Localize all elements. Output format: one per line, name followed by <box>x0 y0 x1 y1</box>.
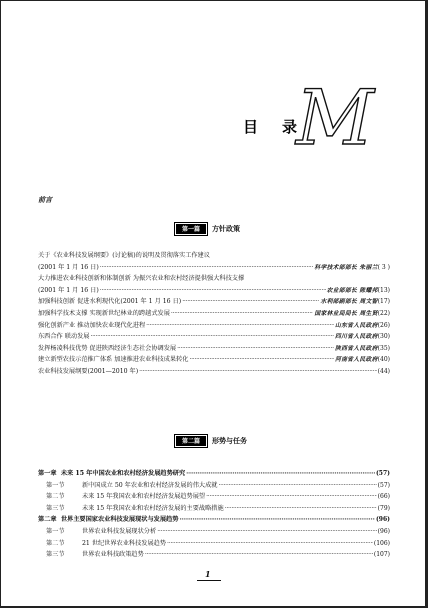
toc-section[interactable] <box>38 526 390 538</box>
toc-leader-dots <box>225 503 377 515</box>
toc-leader-dots <box>90 331 334 343</box>
toc-leader-dots <box>179 514 375 526</box>
toc-entry-page: (22) <box>377 309 390 317</box>
toc-entry-page: (13) <box>377 286 390 294</box>
toc-entry-title: 关于《农业科技发展纲要》(讨论稿)的说明及贯彻落实工作建议 <box>38 252 210 259</box>
part1-toc <box>38 250 390 378</box>
toc-entry-label: 第一章 <box>38 470 57 477</box>
preface-entry[interactable]: 前言 <box>38 195 52 204</box>
toc-entry-page: (107) <box>373 551 390 559</box>
toc-entry-title: 发挥杨凌科技优势 促进陕西经济生态社会协调发展 <box>38 344 177 352</box>
title-char-lu: 录 <box>282 118 298 136</box>
part1-header <box>176 222 240 235</box>
toc-leader-dots <box>100 262 314 274</box>
part2-title: 形势与任务 <box>212 436 248 445</box>
toc-entry-title: (2001 年 1 月 16 日) <box>38 286 99 294</box>
toc-entry-title: 大力推进农业科技创新和体制创新 为振兴农业和农村经济提供强大科技支撑 <box>38 275 245 283</box>
toc-entry-page: (57) <box>375 470 390 477</box>
toc-entry-page: (57) <box>377 481 390 489</box>
toc-entry-page: (26) <box>377 321 390 329</box>
toc-entry[interactable] <box>38 308 390 320</box>
toc-entry-title: 未来 15 年我国农业和农村经济发展的主要战略措施 <box>81 504 224 512</box>
toc-leader-dots <box>139 366 377 378</box>
part2-header <box>176 434 247 447</box>
toc-chapter[interactable] <box>38 514 390 526</box>
toc-entry-title: 东西合作 联动发展 <box>38 333 90 341</box>
toc-entry-title: 世界主要国家农业科技发展现状与发展趋势 <box>60 516 179 524</box>
toc-section[interactable] <box>38 538 390 550</box>
toc-entry-source: 农业部部长 陈耀邦 <box>326 287 378 294</box>
toc-entry-source: 四川省人民政府 <box>334 334 378 341</box>
toc-entry[interactable] <box>38 285 390 297</box>
toc-entry[interactable] <box>38 262 390 274</box>
toc-entry-page: (44) <box>377 367 390 375</box>
toc-entry[interactable] <box>38 354 390 366</box>
toc-entry-page: (35) <box>377 344 390 352</box>
toc-entry-page: (96) <box>377 527 390 535</box>
toc-leader-dots <box>145 549 373 561</box>
toc-entry-title: 新中国成立 50 年农业和农村经济发展的伟大成就 <box>81 481 218 489</box>
toc-entry-label: 第二节 <box>46 539 65 547</box>
toc-section[interactable] <box>38 480 390 492</box>
toc-entry-page: (66) <box>377 493 390 501</box>
toc-leader-dots <box>167 538 373 550</box>
toc-entry-title: 加强科技创新 促进水利现代化(2001 年 1 月 16 日) <box>38 298 182 306</box>
toc-entry[interactable] <box>38 296 390 308</box>
toc-entry-title: 世界农业科技发展现状分析 <box>81 527 157 535</box>
toc-entry-title: 未来 15 年中国农业和农村经济发展趋势研究 <box>60 470 186 477</box>
toc-section[interactable] <box>38 503 390 515</box>
toc-section[interactable] <box>38 549 390 561</box>
toc-entry-source: 水利部副部长 周文智 <box>320 299 378 306</box>
toc-leader-dots <box>100 285 326 297</box>
toc-leader-dots <box>206 491 377 503</box>
toc-entry-label: 第一节 <box>46 481 65 489</box>
toc-entry[interactable] <box>38 366 390 378</box>
toc-section[interactable] <box>38 491 390 503</box>
contents-title <box>230 73 410 170</box>
toc-entry[interactable] <box>38 320 390 332</box>
toc-entry-page: (30) <box>377 333 390 341</box>
toc-entry-page: (96) <box>375 516 390 524</box>
toc-entry-page: (40) <box>377 356 390 364</box>
toc-leader-dots <box>146 320 334 332</box>
part1-label: 第一篇 <box>176 224 206 234</box>
part2-label: 第二篇 <box>176 436 206 446</box>
part1-title: 方针政策 <box>212 224 241 233</box>
title-char-mu: 目 <box>243 118 259 136</box>
toc-entry-source: 河南省人民政府 <box>334 357 378 364</box>
toc-chapter[interactable] <box>38 468 390 480</box>
toc-entry-title: 农业科技发展纲要(2001—2010 年) <box>38 367 139 375</box>
toc-entry[interactable] <box>38 343 390 355</box>
toc-entry-page: (106) <box>373 539 390 547</box>
toc-leader-dots <box>182 296 319 308</box>
toc-entry-title: 建立新型农技示范推广体系 加速推进农业科技成果转化 <box>38 356 189 364</box>
page-number: 1 <box>205 569 211 579</box>
toc-leader-dots <box>186 468 375 480</box>
toc-entry[interactable] <box>38 331 390 343</box>
toc-entry[interactable] <box>38 273 390 285</box>
toc-entry-title: 未来 15 年我国农业和农村经济发展趋势展望 <box>81 493 206 501</box>
toc-entry-title: (2001 年 1 月 16 日) <box>38 263 99 271</box>
toc-entry-source: 山东省人民政府 <box>334 322 378 329</box>
toc-entry-title: 世界农业科技政策趋势 <box>81 551 144 559</box>
toc-entry-label: 第三节 <box>46 551 65 559</box>
toc-leader-dots <box>171 308 313 320</box>
toc-entry-label: 第二节 <box>46 493 65 501</box>
page-number-underline <box>197 580 221 581</box>
toc-entry-title: 加强科学技术支撑 实现新世纪林业的跨越式发展 <box>38 309 170 317</box>
toc-entry-title: 21 世纪世界农业科技发展趋势 <box>81 539 167 547</box>
toc-entry-source: 科学技术部部长 朱丽兰 <box>314 264 378 271</box>
decorative-m-letter: M <box>296 73 374 162</box>
toc-entry-label: 第三节 <box>46 504 65 512</box>
toc-entry-page: ( 3 ) <box>377 263 390 271</box>
toc-entry-title: 强化创新产业 推动加快农业现代化进程 <box>38 321 146 329</box>
toc-entry[interactable] <box>38 250 390 262</box>
toc-leader-dots <box>177 343 334 355</box>
toc-entry-source: 国家林业局局长 周生贤 <box>314 310 378 317</box>
toc-leader-dots <box>157 526 376 538</box>
toc-entry-page: (17) <box>377 298 390 306</box>
part2-toc <box>38 468 390 561</box>
toc-entry-source: 陕西省人民政府 <box>334 345 378 352</box>
toc-leader-dots <box>189 354 334 366</box>
toc-entry-label: 第一节 <box>46 527 65 535</box>
toc-entry-page: (79) <box>377 504 390 512</box>
toc-entry-label: 第二章 <box>38 516 57 524</box>
toc-leader-dots <box>219 480 377 492</box>
